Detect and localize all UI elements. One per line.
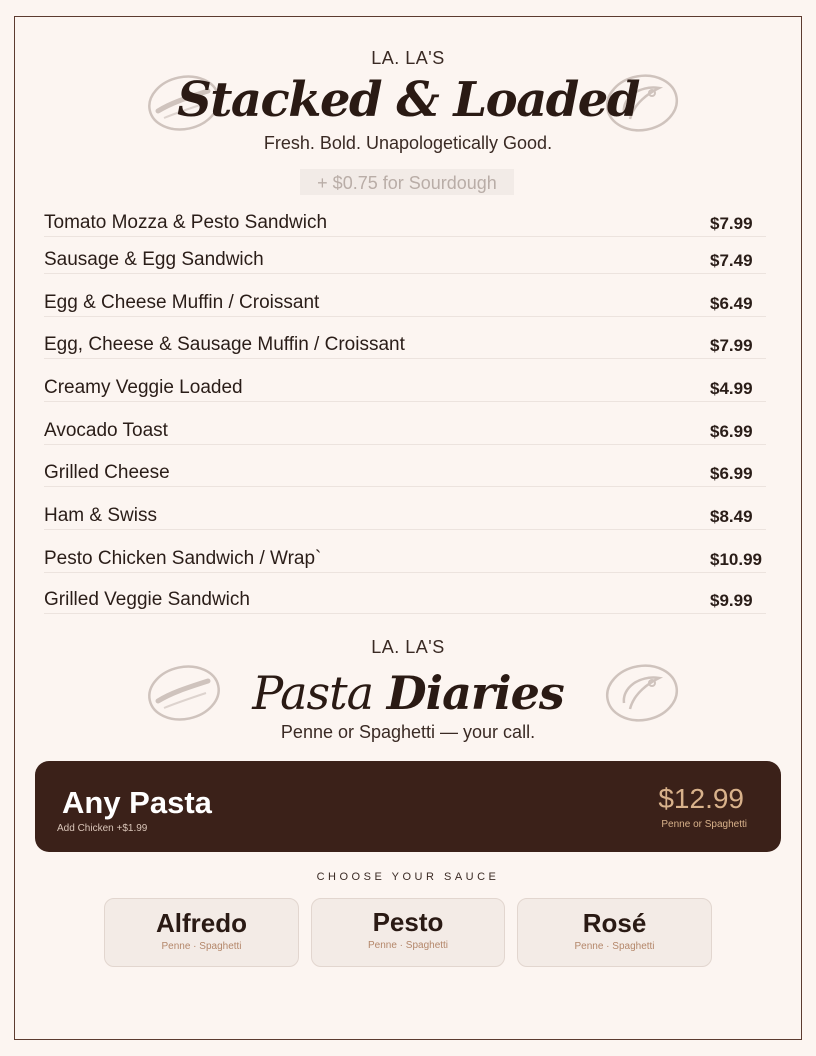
- menu-item-name: Ham & Swiss: [44, 505, 157, 526]
- menu-item-price: $6.99: [710, 464, 753, 483]
- menu-item-price: $10.99: [710, 550, 762, 569]
- menu-item: [44, 274, 766, 317]
- menu-item: [44, 487, 766, 530]
- featured-pasta-note: Penne or Spaghetti: [661, 819, 747, 830]
- featured-pasta-banner: [35, 761, 781, 852]
- menu-item: [44, 445, 766, 487]
- section-tagline: Penne or Spaghetti — your call.: [280, 722, 536, 742]
- menu-item-price: $6.99: [710, 422, 753, 441]
- sandwich-menu-list: [44, 205, 766, 614]
- sauce-name: Rosé: [582, 908, 647, 938]
- menu-item-name: Sausage & Egg Sandwich: [44, 249, 264, 270]
- menu-item-price: $8.49: [710, 507, 753, 526]
- sourdough-surcharge-note: + $0.75 for Sourdough: [300, 169, 514, 195]
- section-title-bold: Diaries: [386, 666, 564, 720]
- menu-item-name: Tomato Mozza & Pesto Sandwich: [44, 212, 328, 233]
- menu-item-price: $4.99: [710, 379, 753, 398]
- menu-item: [44, 237, 766, 274]
- section-title: [0, 666, 816, 720]
- sauce-options: Penne · Spaghetti: [161, 941, 242, 952]
- menu-item-price: $6.49: [710, 294, 753, 313]
- menu-item-name: Egg & Cheese Muffin / Croissant: [44, 292, 320, 313]
- menu-item-price: $7.49: [710, 251, 753, 270]
- menu-item-name: Grilled Cheese: [44, 462, 170, 483]
- sauce-card-rose: [517, 898, 712, 967]
- section-title: Stacked & Loaded: [177, 72, 639, 128]
- featured-pasta-name: Any Pasta: [62, 785, 212, 820]
- menu-item: [44, 573, 766, 614]
- menu-item: [44, 530, 766, 573]
- brand-name: LA. LA'S: [371, 48, 445, 68]
- section-title-light: Pasta: [252, 666, 374, 720]
- menu-item-price: $9.99: [710, 591, 753, 610]
- choose-sauce-label: CHOOSE YOUR SAUCE: [316, 871, 500, 883]
- menu-item: [44, 205, 766, 237]
- brand-name: LA. LA'S: [371, 637, 445, 657]
- featured-pasta-price: $12.99: [658, 783, 744, 814]
- section-tagline: Fresh. Bold. Unapologetically Good.: [263, 133, 553, 153]
- menu-item-price: $7.99: [710, 336, 753, 355]
- menu-item: [44, 317, 766, 359]
- sauce-options: Penne · Spaghetti: [574, 941, 655, 952]
- sauce-card-pesto: [311, 898, 505, 967]
- menu-item: [44, 402, 766, 445]
- menu-item-name: Creamy Veggie Loaded: [44, 377, 243, 398]
- sauce-name: Alfredo: [156, 908, 247, 938]
- featured-pasta-addon: Add Chicken +$1.99: [57, 823, 148, 834]
- sauce-options: Penne · Spaghetti: [367, 940, 449, 951]
- sauce-name: Pesto: [372, 907, 444, 937]
- menu-item-name: Pesto Chicken Sandwich / Wrap`: [44, 548, 322, 569]
- menu-item-name: Grilled Veggie Sandwich: [44, 589, 250, 610]
- menu-item-name: Egg, Cheese & Sausage Muffin / Croissant: [44, 334, 405, 355]
- menu-item-price: $7.99: [710, 214, 753, 233]
- menu-item-name: Avocado Toast: [44, 420, 168, 441]
- menu-item: [44, 359, 766, 402]
- sauce-card-alfredo: [104, 898, 299, 967]
